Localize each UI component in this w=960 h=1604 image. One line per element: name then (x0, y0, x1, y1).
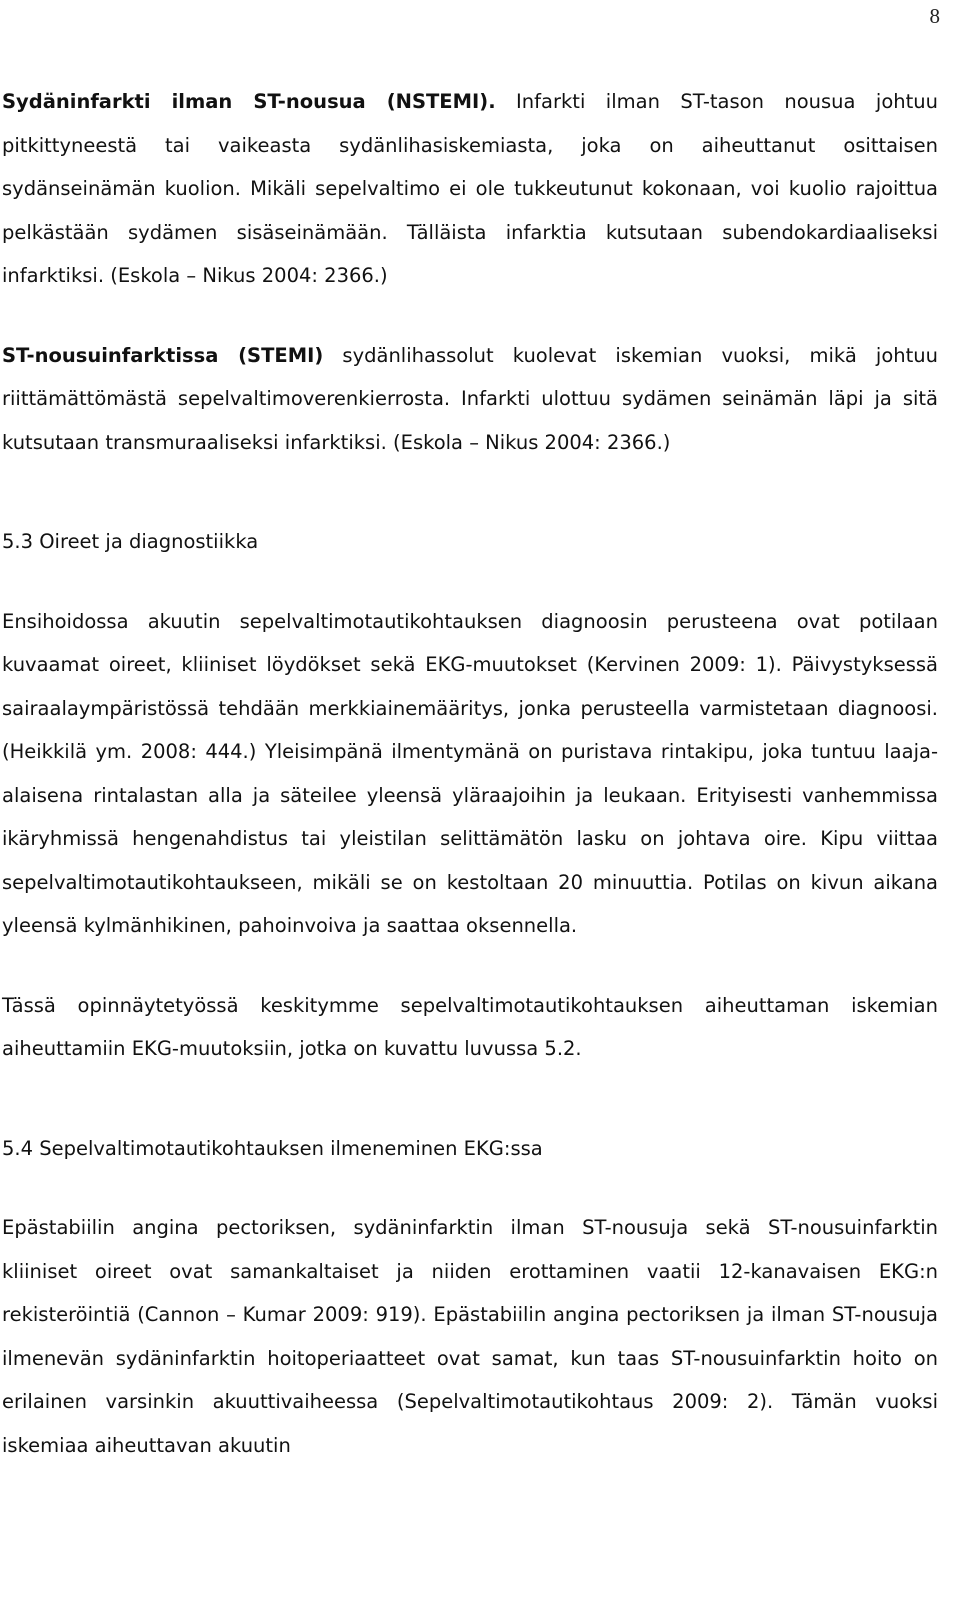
paragraph-nstemi-text: Infarkti ilman ST-tason nousua johtuu pitkittyneestä tai vaikeasta sydänlihasiskemiasta, joka on aiheuttanut osittaisen sydänseinämän kuolion. Mikäli sepelvaltimo ei ole tukkeutunut kokonaan, voi kuolio rajoittua pelkästään sydämen sisäseinämään. Tälläista infarktia kutsutaan subendokardiaaliseksi infarktiksi. (Eskola – Nikus 2004: 2366.) (2, 90, 938, 287)
page-number: 8 (929, 4, 940, 28)
section-5-4-body: Epästabiilin angina pectoriksen, sydäninfarktin ilman ST-nousuja sekä ST-nousuinfarktin kliiniset oireet ovat samankaltaiset ja niiden erottaminen vaatii 12-kanavaisen EKG:n rekisteröintiä (Cannon – Kumar 2009: 919). Epästabiilin angina pectoriksen ja ilman ST-nousuja ilmenevän sydäninfarktin hoitoperiaatteet ovat samat, kun taas ST-nousuinfarktin hoito on erilainen varsinkin akuuttivaiheessa (Sepelvaltimotautikohtaus 2009: 2). Tämän vuoksi iskemiaa aiheuttavan akuutin (2, 1216, 938, 1457)
term-stemi: ST-nousuinfarktissa (STEMI) (2, 343, 324, 367)
section-heading-5-4: 5.4 Sepelvaltimotautikohtauksen ilmeneminen EKG:ssa (2, 1136, 543, 1160)
section-5-3-body: Ensihoidossa akuutin sepelvaltimotautikohtauksen diagnoosin perusteena ovat potilaan kuvaamat oireet, kliiniset löydökset sekä EKG-muutokset (Kervinen 2009: 1). Päivystyksessä sairaalaympäristössä tehdään merkkiainemääritys, jonka perusteella varmistetaan diagnoosi. (Heikkilä ym. 2008: 444.) Yleisimpänä ilmentymänä on puristava rintakipu, joka tuntuu laaja-alaisena rintalastan alla ja säteilee yleensä yläraajoihin ja leukaan. Erityisesti vanhemmissa ikäryhmissä hengenahdistus tai yleistilan selittämätön lasku on johtava oire. Kipu viittaa sepelvaltimotautikohtaukseen, mikäli se on kestoltaan 20 minuuttia. Potilas on kivun aikana yleensä kylmänhikinen, pahoinvoiva ja saattaa oksennella. (2, 609, 938, 937)
paragraph-nstemi (2, 80, 938, 298)
section-5-3-body-2: Tässä opinnäytetyössä keskitymme sepelvaltimotautikohtauksen aiheuttaman iskemian aiheuttamiin EKG-muutoksiin, jotka on kuvattu luvussa 5.2. (2, 993, 938, 1060)
section-heading-5-3: 5.3 Oireet ja diagnostiikka (2, 530, 259, 553)
term-nstemi: Sydäninfarkti ilman ST-nousua (NSTEMI). (2, 90, 496, 113)
paragraph-stemi-text: sydänlihassolut kuolevat iskemian vuoksi, mikä johtuu riittämättömästä sepelvaltimoverenkierrosta. Infarkti ulottuu sydämen seinämän läpi ja sitä kutsutaan transmuraaliseksi infarktiksi. (Eskola – Nikus 2004: 2366.) (2, 343, 938, 454)
paragraph-stemi (2, 334, 938, 465)
document-body (2, 80, 938, 1467)
